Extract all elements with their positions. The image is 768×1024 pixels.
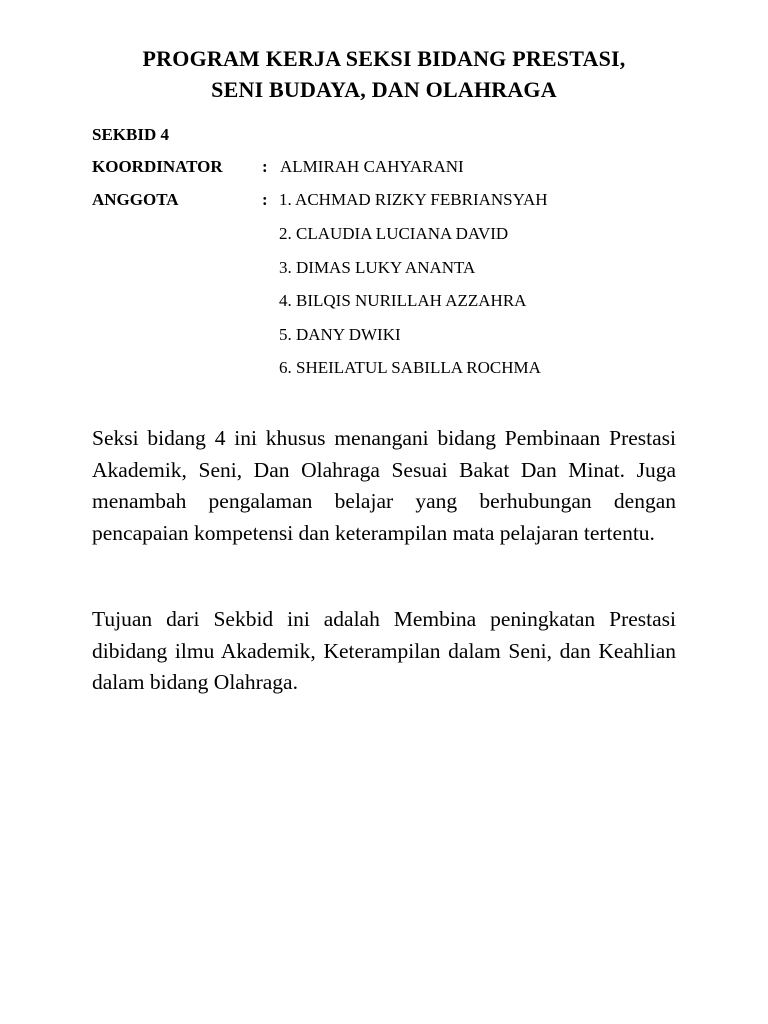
anggota-colon: : [262,190,268,209]
member-item: 3. DIMAS LUKY ANANTA [279,258,476,277]
member-item: 2. CLAUDIA LUCIANA DAVID [279,224,509,243]
document-title-line-1: PROGRAM KERJA SEKSI BIDANG PRESTASI, [142,46,626,71]
koordinator-label: KOORDINATOR [92,157,223,176]
sekbid-label: SEKBID 4 [92,125,169,144]
member-item: 1. ACHMAD RIZKY FEBRIANSYAH [279,190,548,209]
document-title-line-2: SENI BUDAYA, DAN OLAHRAGA [211,77,557,102]
member-item: 5. DANY DWIKI [279,325,401,344]
member-item: 4. BILQIS NURILLAH AZZAHRA [279,291,527,310]
anggota-label: ANGGOTA [92,190,179,209]
member-item: 6. SHEILATUL SABILLA ROCHMA [279,358,541,377]
goal-paragraph: Tujuan dari Sekbid ini adalah Membina peningkatan Prestasi dibidang ilmu Akademik, Keterampilan dalam Seni, dan Keahlian dalam bidang Olahraga. [92,607,676,694]
koordinator-colon: : [262,157,268,176]
koordinator-name: ALMIRAH CAHYARANI [280,157,464,176]
description-paragraph: Seksi bidang 4 ini khusus menangani bidang Pembinaan Prestasi Akademik, Seni, Dan Olahraga Sesuai Bakat Dan Minat. Juga menambah pengalaman belajar yang berhubungan dengan pencapaian kompetensi dan keterampilan mata pelajaran tertentu. [92,426,676,545]
